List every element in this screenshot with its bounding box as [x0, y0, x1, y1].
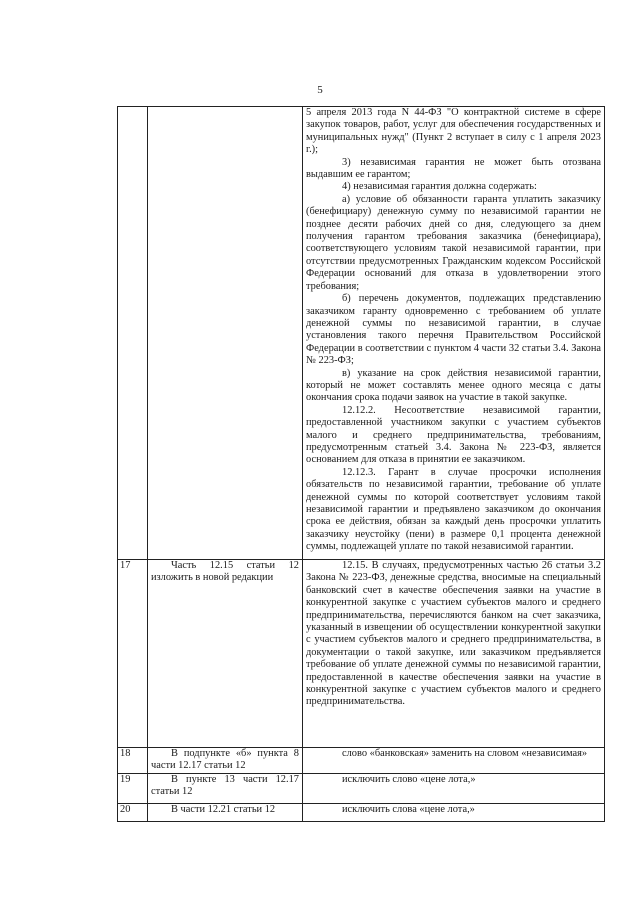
amendment-paragraph: 5 апреля 2013 года N 44-ФЗ "О контрактной системе в сфере закупок товаров, работ, услуг для обеспечения государственных и муниципальных нужд" (Пункт 2 вступает в силу с 1 апреля 2023 г.); — [306, 107, 601, 156]
amendment-paragraph: 3) независимая гарантия не может быть отозвана выдавшим ее гарантом; — [306, 156, 601, 181]
row-number: 19 — [118, 773, 148, 803]
amendment-paragraph: в) указание на срок действия независимой гарантии, который не может составлять менее одного месяца с даты окончания срока подачи заявок на участие в такой закупке. — [306, 367, 601, 404]
row-description-cell — [148, 107, 303, 560]
row-number: 20 — [118, 803, 148, 821]
row-description: В части 12.21 статьи 12 — [171, 803, 276, 815]
row-amendment-text — [303, 560, 605, 748]
row-amendment-text — [303, 773, 605, 803]
table-row — [118, 107, 605, 560]
amendment-paragraph: 12.12.2. Несоответствие независимой гарантии, предоставленной участником закупки с участием субъектов малого и среднего предпринимательства, требованиям, предусмотренным статьей 3.4. Закона № 223-ФЗ, является основанием для отказа в принятии ее заказчиком. — [306, 404, 601, 466]
row-number: 18 — [118, 748, 148, 774]
table-row — [118, 748, 605, 774]
row-amendment-text — [303, 107, 605, 560]
row-description-cell — [148, 773, 303, 803]
amendment-paragraph: исключить слова «цене лота,» — [342, 803, 475, 815]
row-description: В подпункте «б» пункта 8 части 12.17 статьи 12 — [151, 748, 299, 772]
amendment-paragraph: 12.15. В случаях, предусмотренных частью 26 статьи 3.2 Закона № 223-ФЗ, денежные средства, вносимые на специальный банковский счет в качестве обеспечения заявки на участие в конкурентной закупке с участием субъектов малого и среднего предпринимательства, перечисляются банком на счет заказчика, указанный в извещении об осуществлении конкурентной закупки с участием субъектов малого и среднего предпринимательства, в документации о такой закупке, или заказчиком предъявляется требование об уплате денежной суммы по независимой гарантии, предоставленной в качестве обеспечения заявки на участие в конкурентной закупке с участием субъектов малого и среднего предпринимательства. — [306, 560, 601, 708]
amendments-table — [117, 106, 605, 822]
row-number: 17 — [118, 560, 148, 748]
amendment-paragraph: 4) независимая гарантия должна содержать: — [342, 181, 537, 193]
page-number: 5 — [317, 84, 323, 96]
amendment-paragraph: слово «банковская» заменить на словом «независимая» — [342, 748, 588, 759]
row-amendment-text — [303, 748, 605, 774]
table-row — [118, 560, 605, 748]
table-row — [118, 773, 605, 803]
row-number — [118, 107, 148, 560]
table-row — [118, 803, 605, 821]
row-description-cell — [148, 803, 303, 821]
amendment-paragraph: 12.12.3. Гарант в случае просрочки исполнения обязательств по независимой гарантии, требование об уплате денежной суммы по которой соответствует условиям такой независимой гарантии и предъявлено заказчиком до окончания срока ее действия, обязан за каждый день просрочки уплатить заказчику неустойку (пени) в размере 0,1 процента денежной суммы, подлежащей уплате по такой независимой гарантии. — [306, 466, 601, 553]
amendment-paragraph: исключить слово «цене лота,» — [342, 773, 476, 785]
row-description-cell — [148, 748, 303, 774]
row-description-cell — [148, 560, 303, 748]
row-description: В пункте 13 части 12.17 статьи 12 — [151, 773, 299, 798]
amendment-paragraph: а) условие об обязанности гаранта уплатить заказчику (бенефициару) денежную сумму по независимой гарантии не позднее десяти рабочих дней со дня, следующего за днем получения гарантом требования заказчика (бенефициара), соответствующего условиям такой независимой гарантии, при отсутствии предусмотренных Гражданским кодексом Российской Федерации оснований для отказа в удовлетворении этого требования; — [306, 193, 601, 292]
row-description: Часть 12.15 статьи 12 изложить в новой редакции — [151, 560, 299, 584]
amendment-paragraph: б) перечень документов, подлежащих представлению заказчиком гаранту одновременно с требованием об уплате денежной суммы по независимой гарантии, в случае установления такого перечня Правительством Российской Федерации в соответствии с пунктом 4 части 32 статьи 3.4. Закона № 223-ФЗ; — [306, 293, 601, 367]
row-amendment-text — [303, 803, 605, 821]
